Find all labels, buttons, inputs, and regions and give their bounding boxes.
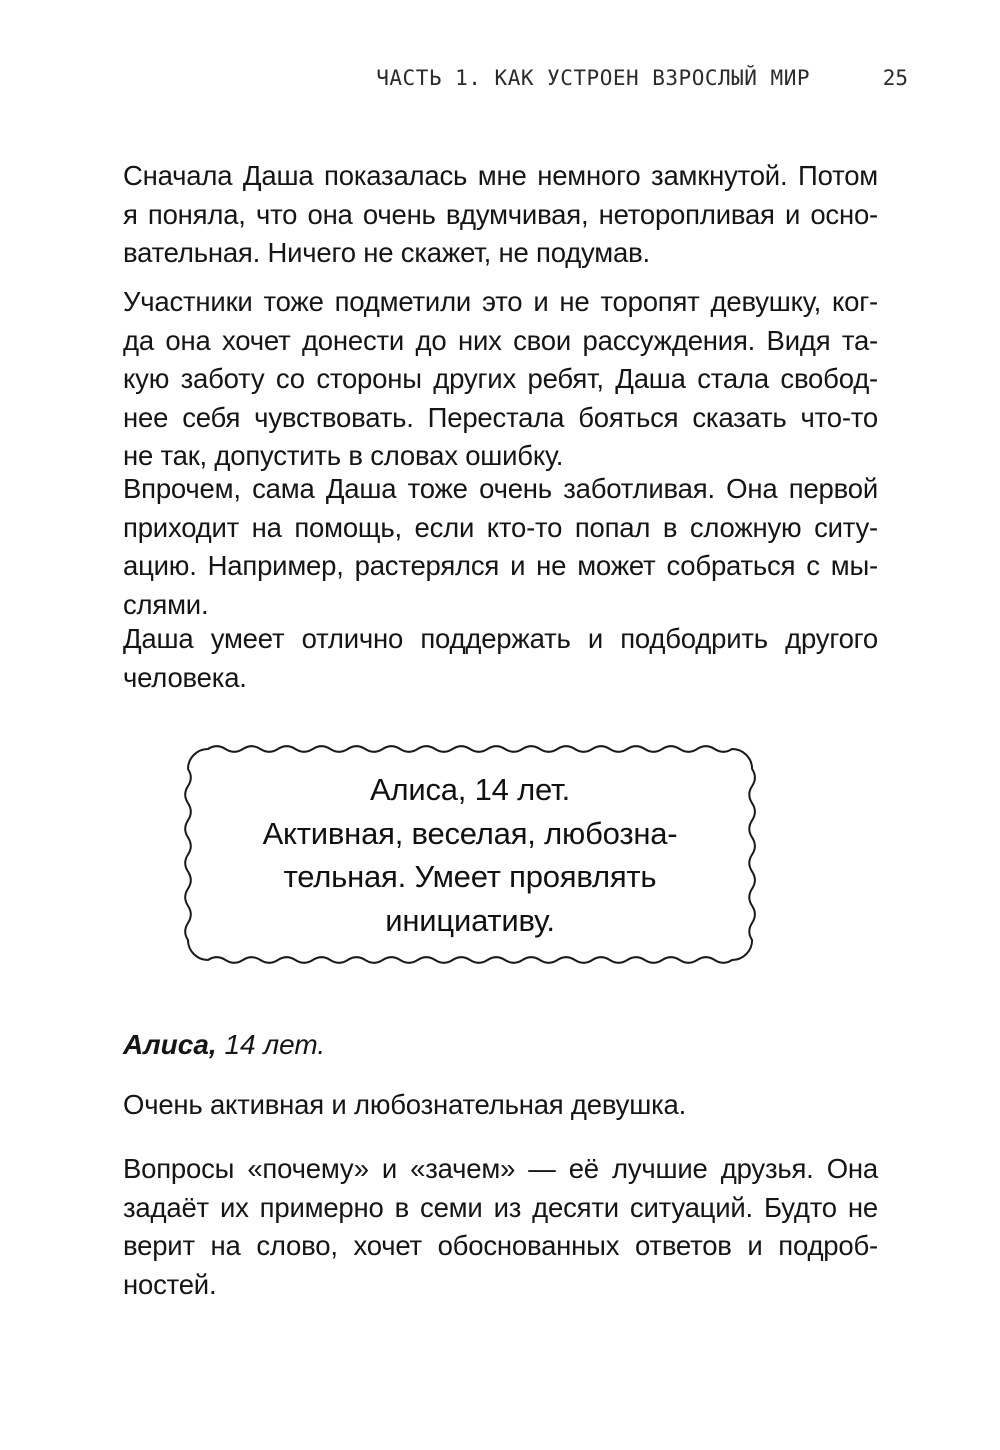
page-number: 25 [882,66,908,90]
quote-box [183,744,757,965]
text-line: ностей. [123,1268,217,1300]
paragraph-dasha-caring [123,470,878,624]
paragraph-alisa-questions [123,1150,878,1304]
text-line: задаёт их примерно в семи из десяти ситуаций. Будто не [123,1191,878,1223]
quote-box-text [203,768,737,942]
text-line: Очень активная и любознательная девушка. [123,1089,687,1120]
text-line: Даша умеет отлично поддержать и подбодрить другого [123,623,878,654]
subheading-name: Алиса, [123,1029,217,1060]
text-line: Алиса, 14 лет. [369,772,571,807]
subheading-age: 14 лет. [216,1029,326,1060]
text-line: не так, допустить в словах ошибку. [123,440,564,472]
paragraph-dasha-support [123,620,878,697]
text-line: человека. [123,661,247,693]
text-line: верит на слово, хочет обоснованных ответов и подроб- [123,1230,878,1262]
text-line: вательная. Ничего не скажет, не подумав. [123,237,650,269]
text-line: Активная, веселая, любозна- [262,815,678,851]
text-line: я поняла, что она очень вдумчивая, неторопливая и осно- [123,198,878,230]
text-line: приходит на помощь, если кто-то попал в сложную ситу- [123,511,878,543]
paragraph-participants-noticed [123,283,878,476]
text-line: Сначала Даша показалась мне немного замкнутой. Потом [123,160,878,191]
text-line: кую заботу со стороны других ребят, Даша стала свобод- [123,363,878,395]
text-line: слями. [123,588,209,620]
paragraph-dasha-first-impression [123,157,878,273]
subheading-alisa [123,1026,878,1065]
text-line: Вопросы «почему» и «зачем» — её лучшие друзья. Она [123,1153,878,1184]
running-header-title: ЧАСТЬ 1. КАК УСТРОЕН ВЗРОСЛЫЙ МИР [376,66,810,90]
text-line: Участники тоже подметили это и не торопят девушку, ког- [123,286,878,317]
text-line: нее себя чувствовать. Перестала бояться сказать что-то [123,401,878,433]
text-line: тельная. Умеет проявлять [283,859,657,894]
text-line: инициативу. [385,902,555,938]
text-line: ацию. Например, растерялся и не может собраться с мы- [123,550,878,582]
text-line: Впрочем, сама Даша тоже очень заботливая. Она первой [123,473,878,504]
paragraph-alisa-active [123,1086,878,1125]
text-line: да она хочет донести до них свои рассуждения. Видя та- [123,324,878,356]
